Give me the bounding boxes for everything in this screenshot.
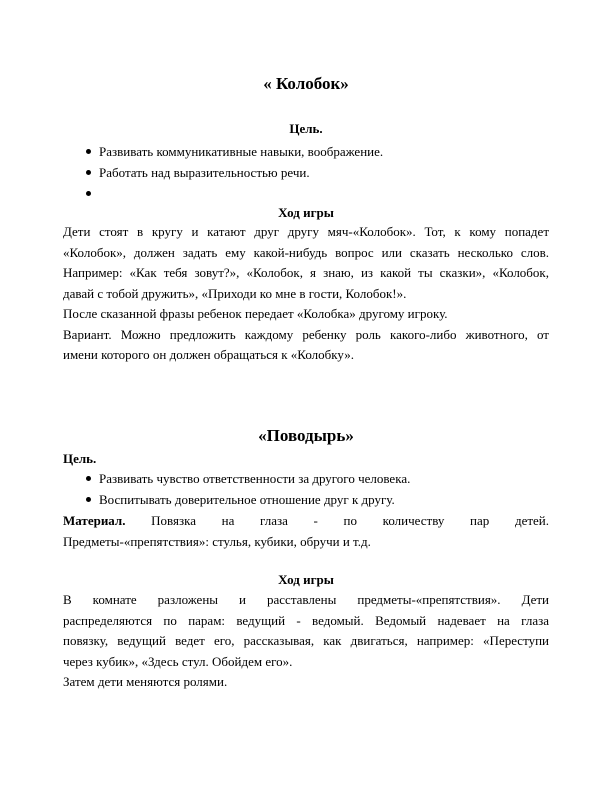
text-line: повязку, ведущий ведет его, рассказывая, как двигаться, например: «Переступи: [63, 633, 549, 648]
game2-progress-text: [63, 590, 549, 693]
list-item: Работать над выразительностью речи.: [63, 162, 383, 183]
text-line: имени которого он должен обращаться к «Колобку».: [63, 347, 354, 362]
text-line: [63, 511, 549, 532]
text-line: После сказанной фразы ребенок передает «Колобка» другому игроку.: [63, 306, 448, 321]
game2-goals-list: [63, 468, 410, 510]
game1-progress-text: [63, 222, 549, 366]
game2-title: «Поводырь»: [258, 426, 354, 445]
text-line: давай с тобой дружить», «Приходи ко мне в гости, Колобок!».: [63, 285, 407, 301]
text-line: Затем дети меняются ролями.: [63, 674, 228, 689]
text-line: В комнате разложены и расставлены предметы-«препятствия». Дети: [63, 592, 549, 607]
text-line: Например: «Как тебя зовут?», «Колобок, я знаю, из какой ты сказки», «Колобок,: [63, 265, 549, 280]
game2-material: [63, 511, 549, 552]
text-line: Дети стоят в кругу и катают друг другу мяч-«Колобок». Тот, к кому попадет: [63, 224, 549, 239]
material-text: Повязка на глаза - по количеству пар детей.: [125, 513, 549, 528]
text-line: распределяются по парам: ведущий - ведомый. Ведомый надевает на глаза: [63, 612, 549, 628]
text-line: Вариант. Можно предложить каждому ребенку роль какого-либо животного, от: [63, 326, 549, 342]
text-line: «Колобок», должен задать ему какой-нибудь вопрос или сказать несколько слов.: [63, 244, 549, 260]
list-item: [63, 183, 383, 204]
material-label: Материал.: [63, 513, 126, 528]
text-line: через кубик», «Здесь стул. Обойдем его».: [63, 653, 293, 669]
game2-progress-heading: Ход игры: [278, 572, 334, 587]
game1-progress-heading: Ход игры: [278, 205, 334, 220]
list-item: Развивать коммуникативные навыки, воображение.: [63, 141, 383, 162]
game1-goal-heading: Цель.: [289, 121, 323, 136]
game2-goal-heading: Цель.: [63, 451, 97, 466]
list-item: Развивать чувство ответственности за другого человека.: [63, 468, 410, 489]
list-item: Воспитывать доверительное отношение друг к другу.: [63, 489, 410, 510]
text-line: Предметы-«препятствия»: стулья, кубики, обручи и т.д.: [63, 533, 371, 549]
game1-title: « Колобок»: [263, 74, 349, 93]
game1-goals-list: [63, 141, 383, 204]
